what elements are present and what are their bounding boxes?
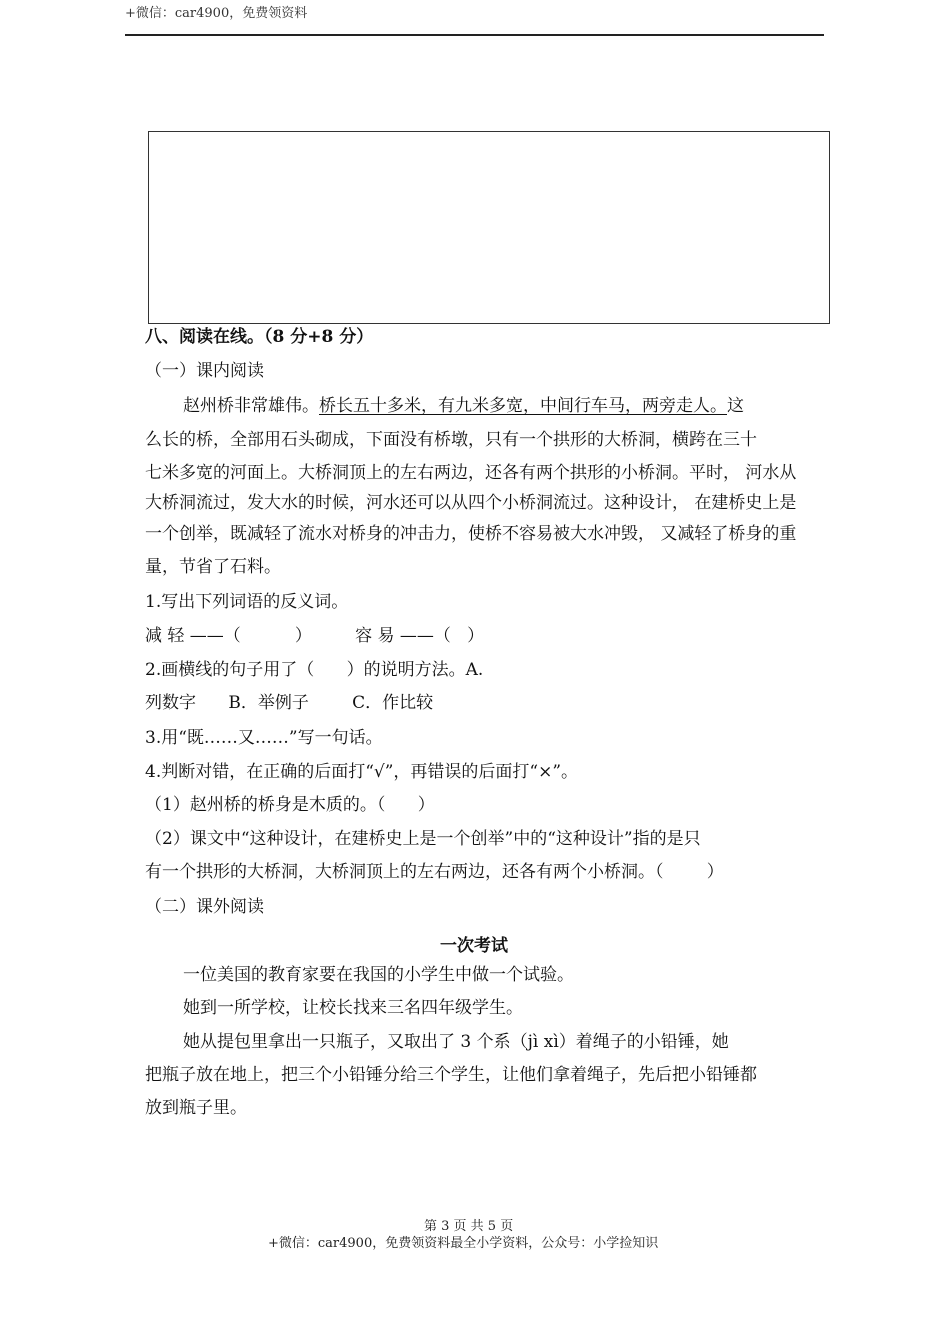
- question-2-line-2: 列数字 B．举例子 C．作比较: [145, 693, 434, 713]
- passage-line-1-pre: 赵州桥非常雄伟。: [183, 396, 319, 416]
- question-1-items: 减 轻 ——（ ） 容 易 ——（ ）: [145, 626, 485, 646]
- question-2-line-1: 2.画横线的句子用了（ ）的说明方法。A.: [145, 660, 484, 680]
- section-heading: 八、阅读在线。（8 分+8 分）: [145, 327, 374, 347]
- story-title: 一次考试: [440, 936, 508, 956]
- story-para-1: 一位美国的教育家要在我国的小学生中做一个试验。: [183, 965, 574, 985]
- story-para-3-line-1: 她从提包里拿出一只瓶子，又取出了 3 个系（jì xì）着绳子的小铅锤，她: [183, 1032, 729, 1052]
- part1-label: （一）课内阅读: [145, 361, 264, 381]
- question-3: 3.用“既……又……”写一句话。: [145, 728, 383, 748]
- story-para-3-line-2: 把瓶子放在地上，把三个小铅锤分给三个学生，让他们拿着绳子，先后把小铅锤都: [145, 1065, 757, 1085]
- header-rule: [125, 34, 824, 36]
- page-number: 第 3 页 共 5 页: [424, 1219, 514, 1234]
- footer-note: +微信：car4900，免费领资料最全小学资料，公众号：小学捡知识: [268, 1236, 659, 1251]
- passage-line-1: [183, 394, 744, 418]
- header-note: +微信：car4900，免费领资料: [125, 6, 308, 21]
- question-1: 1.写出下列词语的反义词。: [145, 592, 349, 612]
- question-4-2-line-2: 有一个拱形的大桥洞，大桥洞顶上的左右两边，还各有两个小桥洞。（ ）: [145, 862, 724, 882]
- passage-line-4: 大桥洞流过，发大水的时候，河水还可以从四个小桥洞流过。这种设计， 在建桥史上是: [145, 493, 797, 513]
- story-para-3-line-3: 放到瓶子里。: [145, 1098, 247, 1118]
- passage-line-2: 么长的桥，全部用石头砌成，下面没有桥墩，只有一个拱形的大桥洞，横跨在三十: [145, 430, 757, 450]
- answer-box: [148, 131, 830, 324]
- part2-label: （二）课外阅读: [145, 897, 264, 917]
- story-para-2: 她到一所学校，让校长找来三名四年级学生。: [183, 998, 523, 1018]
- passage-line-3: 七米多宽的河面上。大桥洞顶上的左右两边，还各有两个拱形的小桥洞。平时， 河水从: [145, 463, 797, 483]
- passage-line-5: 一个创举，既减轻了流水对桥身的冲击力，使桥不容易被大水冲毁， 又减轻了桥身的重: [145, 524, 797, 544]
- passage-line-1-post: 这: [727, 396, 744, 416]
- question-4: 4.判断对错，在正确的后面打“√”，再错误的后面打“×”。: [145, 762, 579, 782]
- question-4-2-line-1: （2）课文中“这种设计，在建桥史上是一个创举”中的“这种设计”指的是只: [145, 829, 701, 849]
- passage-line-6: 量，节省了石料。: [145, 557, 281, 577]
- underlined-sentence: 桥长五十多米，有九米多宽，中间行车马，两旁走人。: [319, 396, 727, 416]
- question-4-1: （1）赵州桥的桥身是木质的。（ ）: [145, 795, 435, 815]
